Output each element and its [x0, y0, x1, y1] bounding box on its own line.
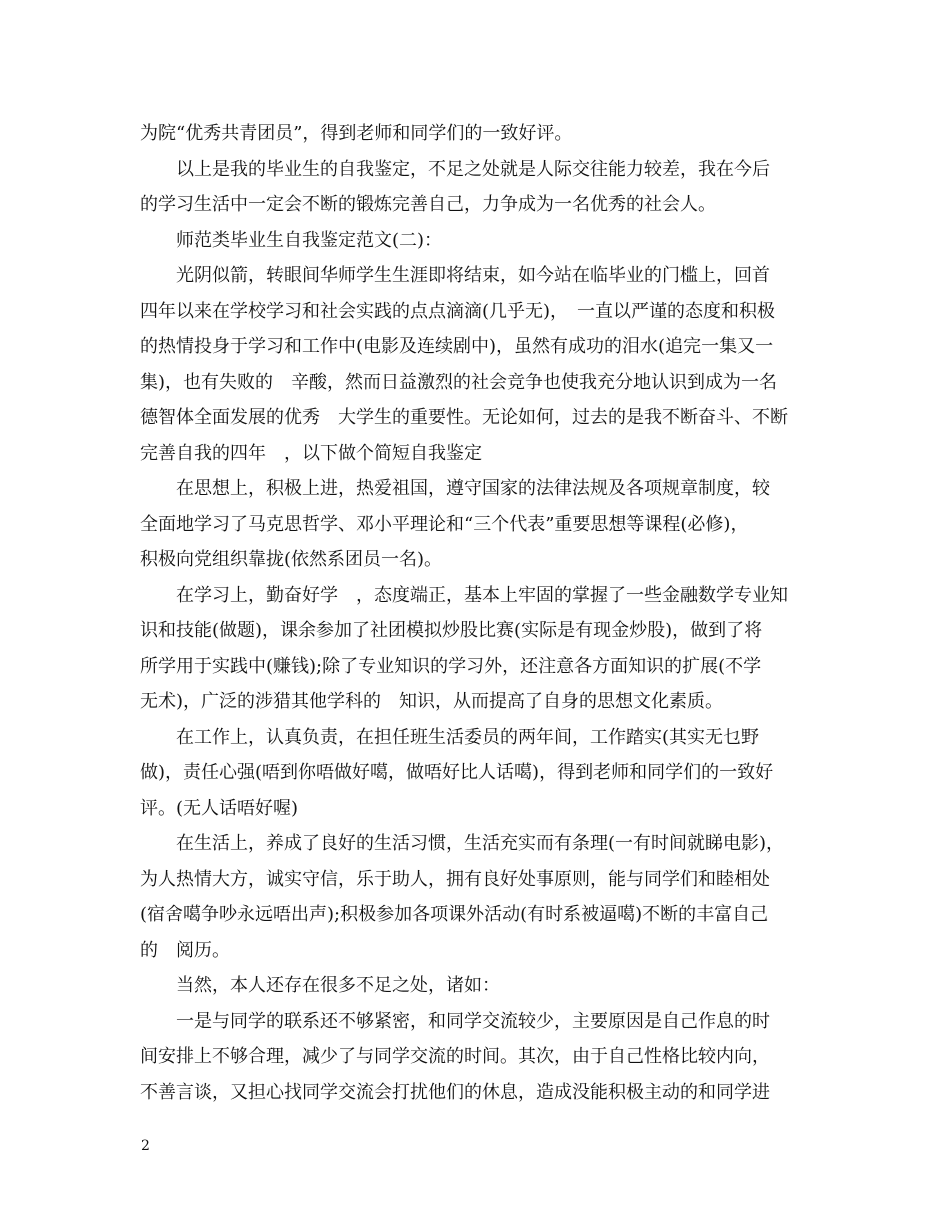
text-line: 集)，也有失败的 辛酸，然而日益激烈的社会竞争也使我充分地认识到成为一名 [140, 371, 778, 393]
text-line: 不善言谈，又担心找同学交流会打扰他们的休息，造成没能积极主动的和同学进 [140, 1081, 770, 1103]
text-line: 当然，本人还存在很多不足之处，诸如： [140, 975, 500, 996]
text-line: 在思想上，积极上进，热爱祖国，遵守国家的法律法规及各项规章制度，较 [140, 478, 770, 499]
text-line: 在工作上，认真负责，在担任班生活委员的两年间，工作踏实(其实无乜野 [140, 726, 760, 748]
text-line: 以上是我的毕业生的自我鉴定，不足之处就是人际交往能力较差，我在今后 [140, 158, 770, 180]
text-line: 为人热情大方，诚实守信，乐于助人，拥有良好处事原则，能与同学们和睦相处 [140, 868, 770, 890]
text-line: 在生活上，养成了良好的生活习惯，生活充实而有条理(一有时间就睇电影)， [140, 833, 785, 854]
text-line: 的 阅历。 [140, 939, 230, 961]
text-line: 积极向党组织靠拢(依然系团员一名)。 [140, 549, 443, 570]
text-line: (宿舍噶争吵永远唔出声);积极参加各项课外活动(有时系被逼噶)不断的丰富自己 [140, 904, 769, 925]
text-line: 完善自我的四年 ，以下做个简短自我鉴定 [140, 442, 482, 464]
text-line: 一是与同学的联系还不够紧密，和同学交流较少，主要原因是自己作息的时 [140, 1010, 770, 1032]
text-line: 的学习生活中一定会不断的锻炼完善自己，力争成为一名优秀的社会人。 [140, 194, 716, 215]
text-line: 间安排上不够合理，减少了与同学交流的时间。其次，由于自己性格比较内向， [140, 1046, 770, 1067]
text-line: 光阴似箭，转眼间华师学生生涯即将结束，如今站在临毕业的门槛上，回首 [140, 265, 770, 286]
text-line: 全面地学习了马克思哲学、邓小平理论和“三个代表”重要思想等课程(必修)， [140, 513, 749, 535]
text-line: 德智体全面发展的优秀 大学生的重要性。无论如何，过去的是我不断奋斗、不断 [140, 407, 788, 428]
page-number: 2 [141, 1138, 150, 1154]
text-line: 为院“优秀共青团员”，得到老师和同学们的一致好评。 [140, 123, 573, 144]
text-line: 无术)，广泛的涉猎其他学科的 知识，从而提高了自身的思想文化素质。 [140, 691, 724, 712]
text-line: 的热情投身于学习和工作中(电影及连续剧中)，虽然有成功的泪水(追完一集又一 [140, 336, 774, 357]
text-line: 识和技能(做题)，课余参加了社团模拟炒股比赛(实际是有现金炒股)，做到了将 [140, 620, 763, 641]
text-line: 四年以来在学校学习和社会实践的点点滴滴(几乎无)， 一直以严谨的态度和积极 [140, 300, 776, 322]
text-line: 所学用于实践中(赚钱);除了专业知识的学习外，还注意各方面知识的扩展(不学 [140, 655, 762, 677]
document-body [140, 116, 812, 1110]
text-line: 在学习上，勤奋好学 ，态度端正，基本上牢固的掌握了一些金融数学专业知 [140, 584, 788, 606]
text-line: 评。(无人话唔好喔) [140, 797, 299, 819]
text-line: 师范类毕业生自我鉴定范文(二)： [140, 229, 443, 251]
text-line: 做)，责任心强(唔到你唔做好噶，做唔好比人话噶)，得到老师和同学们的一致好 [140, 762, 774, 783]
